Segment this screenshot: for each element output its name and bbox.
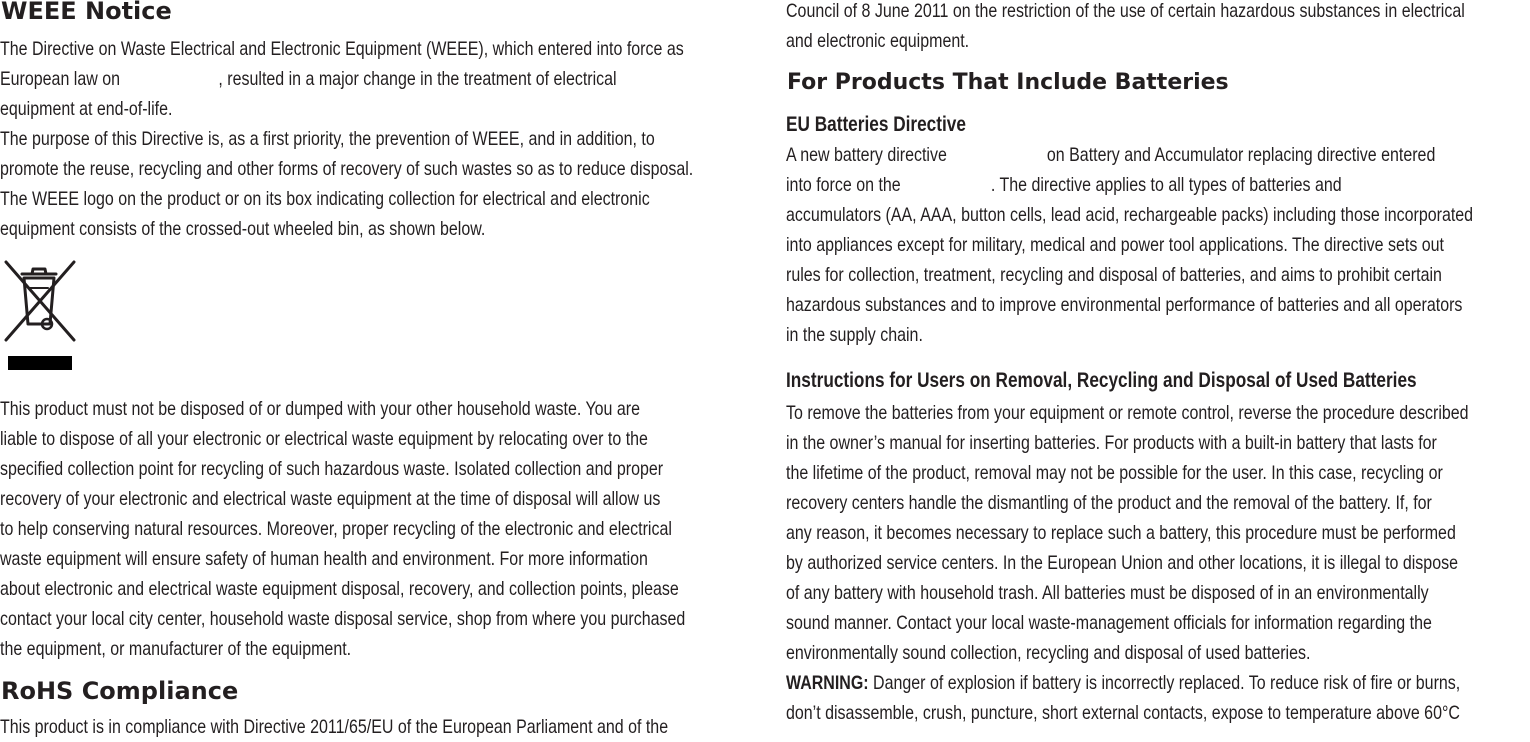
text-line: environmentally sound collection, recycling and disposal of used batteries. — [786, 642, 1311, 664]
weee-para-1 — [0, 34, 834, 124]
text-line: hazardous substances and to improve environmental performance of batteries and all operators — [786, 294, 1463, 316]
text-line: the equipment, or manufacturer of the equipment. — [0, 638, 352, 660]
instructions-heading: Instructions for Users on Removal, Recycling and Disposal of Used Batteries — [786, 369, 1417, 392]
warning-line — [786, 668, 1469, 698]
text-line: of any battery with household trash. All batteries must be disposed of in an environmentally — [786, 582, 1429, 604]
text-line: the lifetime of the product, removal may not be possible for the user. In this case, recycling or — [786, 462, 1443, 484]
text-line: This product is in compliance with Directive 2011/65/EU of the European Parliament and of the — [0, 716, 669, 738]
eu-batteries-para — [786, 140, 1530, 350]
text-line: don’t disassemble, crush, puncture, short external contacts, expose to temperature above 60°C — [786, 702, 1460, 724]
text-segment: into force on the — [786, 174, 901, 196]
text-line — [786, 170, 1473, 200]
text-line: in the supply chain. — [786, 324, 923, 346]
weee-para-3 — [0, 394, 836, 664]
warning-label: WARNING: — [786, 672, 869, 694]
text-line: recovery centers handle the dismantling of the product and the removal of the battery. If, for — [786, 492, 1432, 514]
text-line: in the owner’s manual for inserting batteries. For products with a built-in battery that lasts for — [786, 432, 1437, 454]
text-line — [0, 64, 684, 94]
text-line: liable to dispose of all your electronic or electrical waste equipment by relocating over to the — [0, 428, 648, 450]
text-line: waste equipment will ensure safety of human health and environment. For more information — [0, 548, 648, 570]
text-line: any reason, it becomes necessary to replace such a battery, this procedure must be performed — [786, 522, 1456, 544]
text-line — [786, 140, 1473, 170]
text-line: equipment at end-of-life. — [0, 98, 173, 120]
text-line: To remove the batteries from your equipment or remote control, reverse the procedure described — [786, 402, 1469, 424]
rohs-heading: RoHS Compliance — [1, 677, 239, 705]
text-line: Council of 8 June 2011 on the restriction of the use of certain hazardous substances in electrical — [786, 0, 1465, 22]
rohs-para — [0, 712, 815, 742]
text-line: contact your local city center, household waste disposal service, shop from where you purchased — [0, 608, 686, 630]
instructions-para — [786, 398, 1530, 728]
text-line: to help conserving natural resources. Moreover, proper recycling of the electronic and electrical — [0, 518, 672, 540]
text-line: recovery of your electronic and electrical waste equipment at the time of disposal will allow us — [0, 488, 661, 510]
eu-batteries-heading: EU Batteries Directive — [786, 113, 966, 136]
text-line: This product must not be disposed of or dumped with your other household waste. You are — [0, 398, 640, 420]
weee-heading: WEEE Notice — [1, 0, 172, 25]
batteries-heading: For Products That Include Batteries — [787, 70, 1229, 95]
text-line: promote the reuse, recycling and other forms of recovery of such wastes so as to reduce disposal. — [0, 158, 694, 180]
weee-para-2 — [0, 124, 845, 244]
text-line: The Directive on Waste Electrical and Electronic Equipment (WEEE), which entered into force as — [0, 38, 684, 60]
text-line: into appliances except for military, medical and power tool applications. The directive sets out — [786, 234, 1445, 256]
text-line: sound manner. Contact your local waste-management officials for information regarding the — [786, 612, 1432, 634]
text-line: by authorized service centers. In the European Union and other locations, it is illegal to dispose — [786, 552, 1458, 574]
text-segment: , resulted in a major change in the treatment of electrical — [218, 68, 617, 90]
text-line: rules for collection, treatment, recycling and disposal of batteries, and aims to prohibit certain — [786, 264, 1442, 286]
text-segment: European law on — [0, 68, 121, 90]
text-line: The purpose of this Directive is, as a first priority, the prevention of WEEE, and in addition, to — [0, 128, 655, 150]
text-line: The WEEE logo on the product or on its box indicating collection for electrical and electronic — [0, 188, 650, 210]
text-segment: on Battery and Accumulator replacing directive entered — [1046, 144, 1436, 166]
text-line: about electronic and electrical waste equipment disposal, recovery, and collection points, please — [0, 578, 679, 600]
rohs-para-continued — [786, 0, 1530, 56]
text-line: and electronic equipment. — [786, 30, 970, 52]
text-line: specified collection point for recycling of such hazardous waste. Isolated collection and proper — [0, 458, 664, 480]
text-segment: Danger of explosion if battery is incorrectly replaced. To reduce risk of fire or burns, — [868, 672, 1461, 694]
crossed-out-wheeled-bin-icon — [0, 258, 80, 374]
text-line: equipment consists of the crossed-out wheeled bin, as shown below. — [0, 218, 486, 240]
text-segment: A new battery directive — [786, 144, 947, 166]
text-line: accumulators (AA, AAA, button cells, lead acid, rechargeable packs) including those incorporated — [786, 204, 1474, 226]
text-segment: . The directive applies to all types of batteries and — [990, 174, 1342, 196]
